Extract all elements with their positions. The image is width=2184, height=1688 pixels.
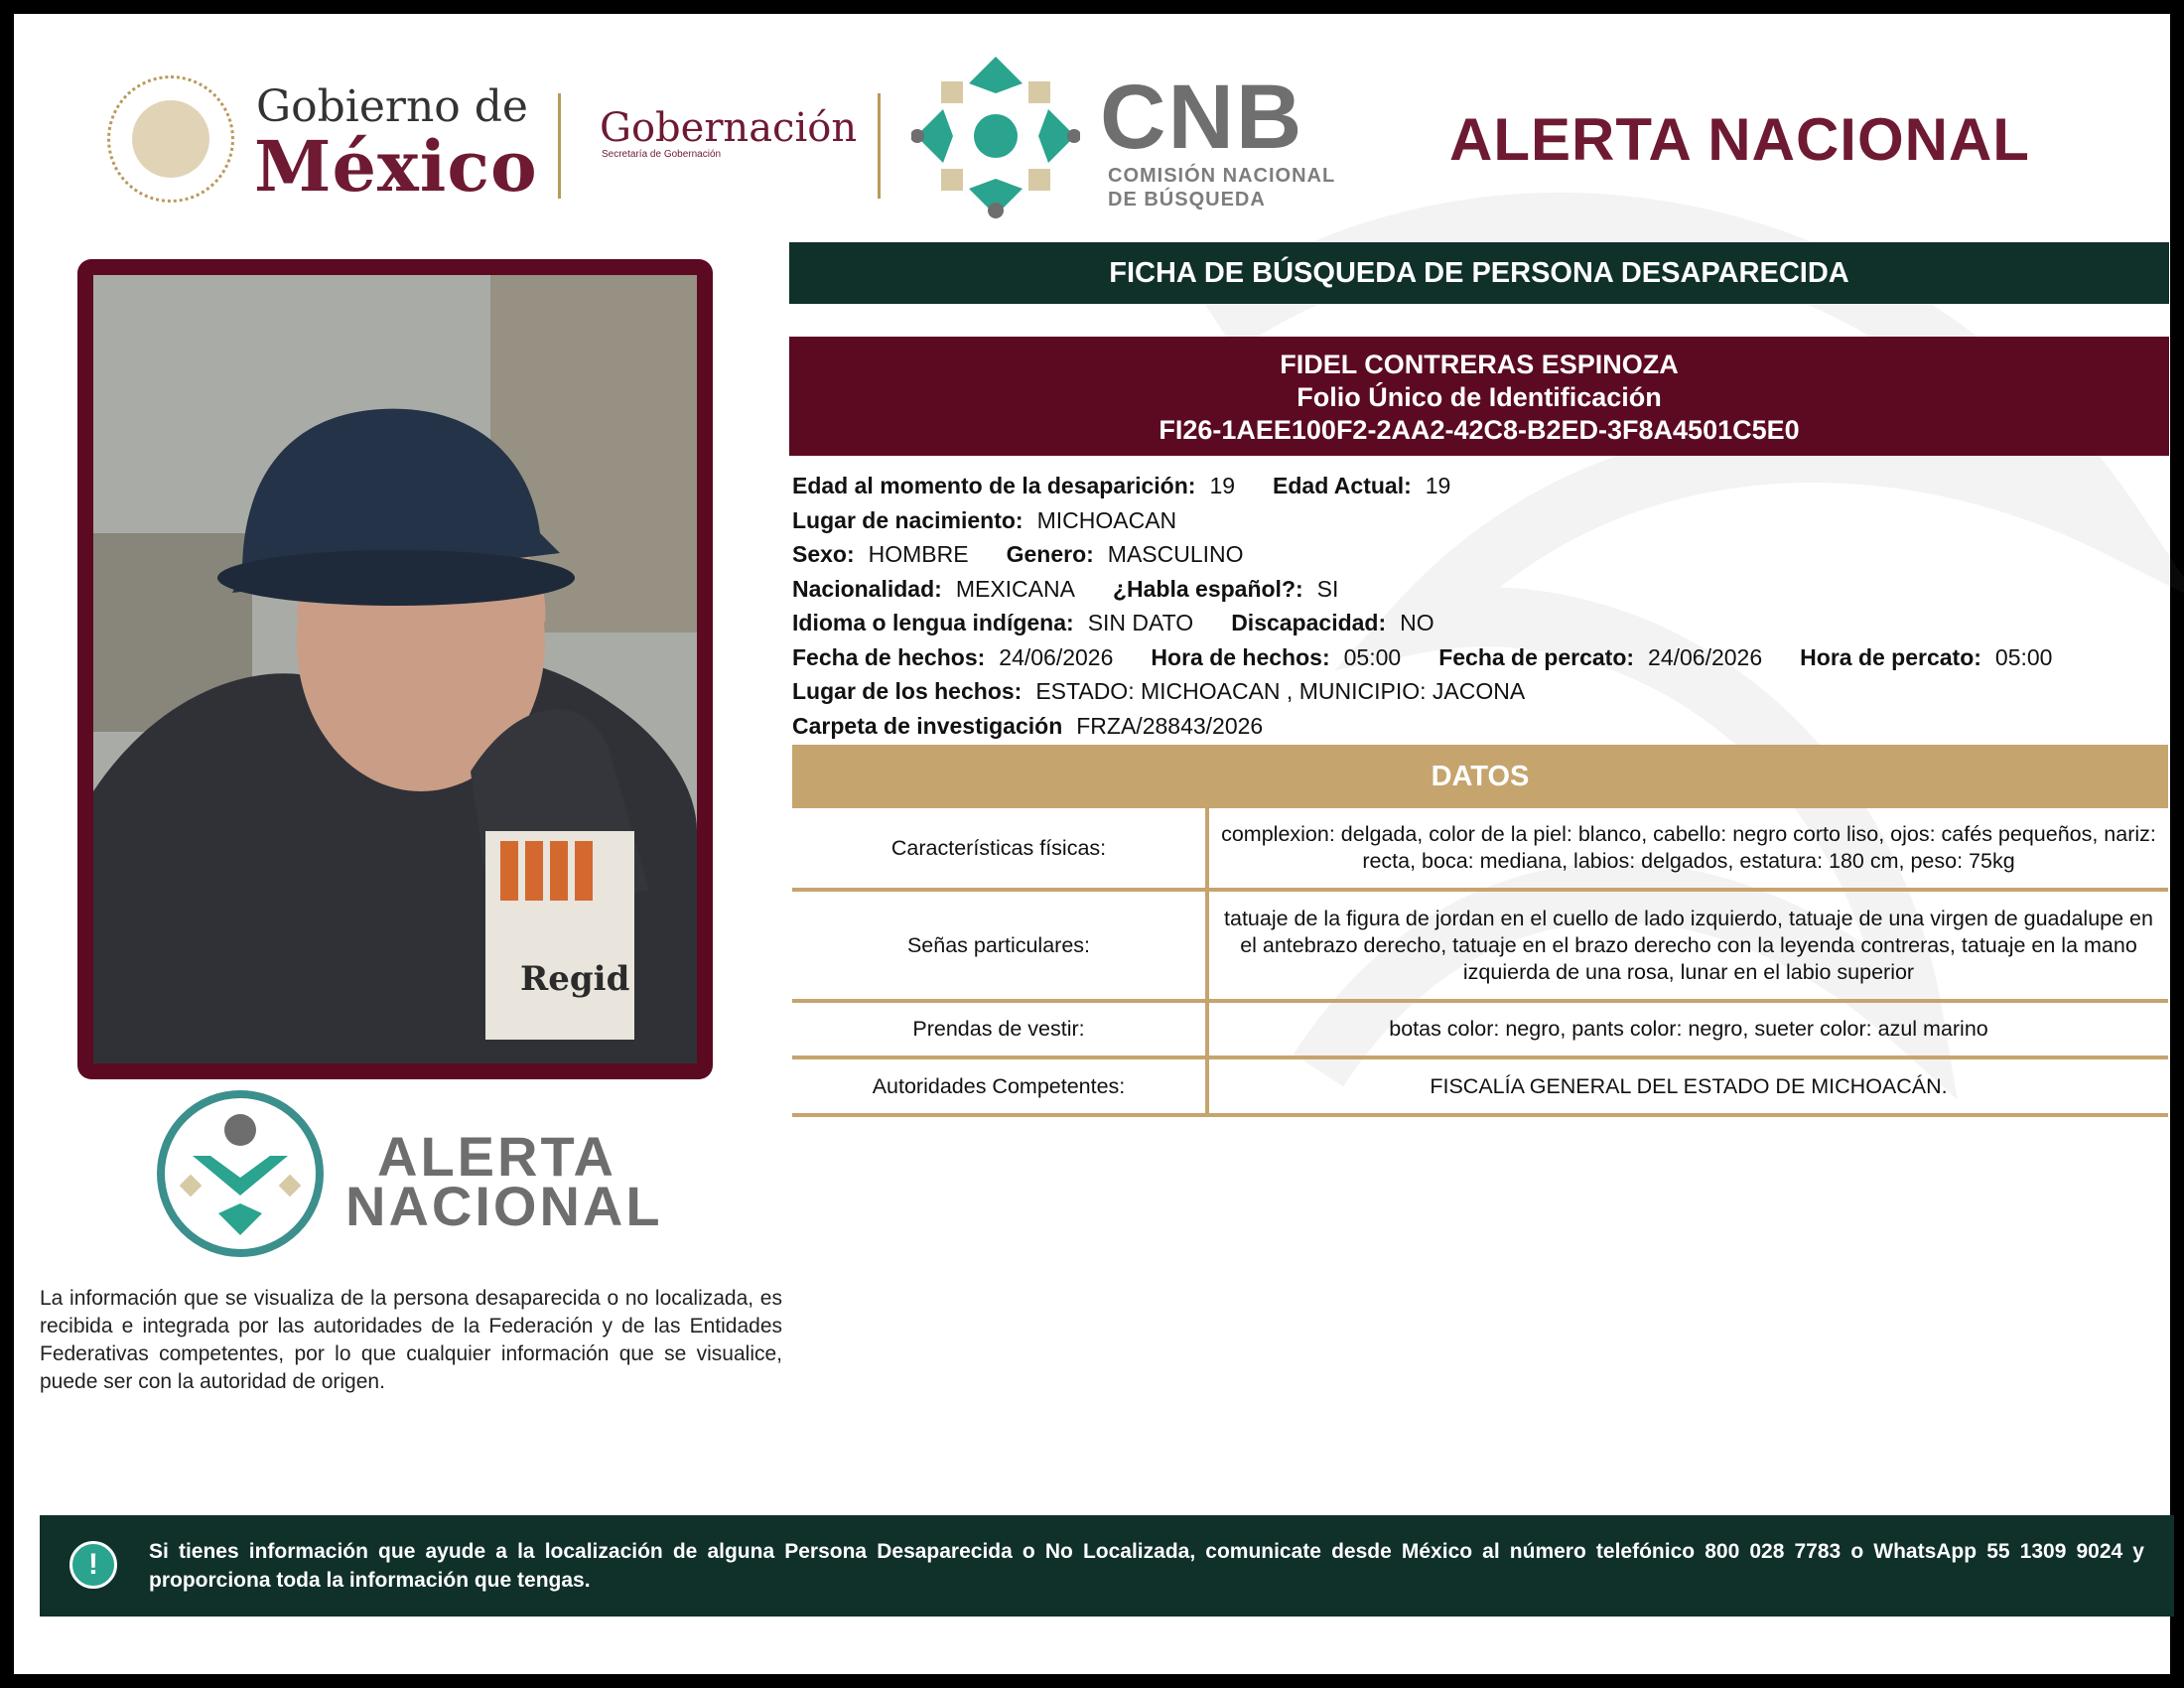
person-photo-frame [77,259,713,1079]
info-row-fechas [792,640,2172,675]
autoridades-value: FISCALÍA GENERAL DEL ESTADO DE MICHOACÁN. [1207,1057,2168,1115]
cnb-subtitle-2: DE BÚSQUEDA [1108,189,1266,211]
table-row [792,808,2168,890]
mexico-label: México [254,125,538,208]
footer-contact-bar [40,1515,2174,1617]
person-name: FIDEL CONTRERAS ESPINOZA [1280,350,1679,379]
carpeta-label: Carpeta de investigación [792,712,1063,739]
folio-label: Folio Único de Identificación [1297,382,1662,412]
fecha-hechos-label: Fecha de hechos: [792,643,986,670]
info-row-carpeta [792,709,2172,744]
sexo-value: HOMBRE [868,541,969,567]
info-row-lugar-hechos [792,674,2172,709]
gobernacion-logo: Gobernación [600,105,858,151]
caracteristicas-label: Características físicas: [792,808,1207,890]
datos-header: DATOS [792,745,2168,808]
cnb-wordmark: CNB [1100,67,1304,168]
cnb-subtitle-1: COMISIÓN NACIONAL [1108,165,1336,187]
idioma-value: SIN DATO [1087,610,1194,635]
disclaimer-text: La información que se visualiza de la persona desaparecida o no localizada, es recibida e integrada por las autoridades de la Federación y de las Entidades Federativas competentes, por lo que cualquier información que se visualice, puede ser con la autoridad de origen. [40,1287,782,1393]
lugar-hechos-value: ESTADO: MICHOACAN , MUNICIPIO: JACONA [1035,678,1526,704]
svg-text:Regid: Regid [520,959,630,999]
edad-desaparicion-value: 19 [1209,473,1236,498]
discapacidad-label: Discapacidad: [1231,610,1387,635]
hora-hechos-label: Hora de hechos: [1151,643,1330,670]
senas-value: tatuaje de la figura de jordan en el cuello de lado izquierdo, tatuaje de una virgen de guadalupe en el antebrazo derecho, tatuaje en el brazo derecho con la leyenda contreras, tatuaje en la mano izquierda de una rosa, lunar en el labio superior [1207,890,2168,1001]
habla-espanol-value: SI [1316,575,1339,602]
sexo-label: Sexo: [792,541,855,567]
escudo-nacional-icon [107,75,234,203]
folio-value: FI26-1AEE100F2-2AA2-42C8-B2ED-3F8A4501C5E0 [1159,415,1800,445]
exclamation-icon: ! [69,1541,117,1589]
nacionalidad-label: Nacionalidad: [792,575,942,602]
fecha-percato-value: 24/06/2026 [1648,643,1763,670]
person-info [792,469,2172,743]
edad-actual-value: 19 [1425,473,1451,498]
info-row-idioma [792,606,2172,640]
genero-value: MASCULINO [1107,541,1244,567]
lugar-hechos-label: Lugar de los hechos: [792,678,1023,704]
alerta-nacional-title: ALERTA NACIONAL [1449,106,2030,173]
prendas-value: botas color: negro, pants color: negro, sueter color: azul marino [1207,1001,2168,1057]
person-id-bar [789,337,2169,456]
hora-percato-value: 05:00 [1994,643,2053,670]
alerta-nacional-emblem-icon [153,1086,328,1261]
footer-contact-text: Si tienes información que ayude a la localización de alguna Persona Desaparecida o No Localizada, comunicate desde México al número telefónico 800 028 7783 o WhatsApp 55 1309 9024 y proporciona toda la información que tengas. [149,1540,2144,1592]
fecha-percato-label: Fecha de percato: [1438,643,1635,670]
alerta-logo-line2: NACIONAL [345,1175,663,1237]
lugar-nacimiento-value: MICHOACAN [1036,506,1177,533]
cnb-emblem-icon [911,52,1080,220]
table-row [792,890,2168,1001]
datos-table [792,808,2168,1117]
alerta-logo-line1: ALERTA [377,1125,616,1188]
genero-label: Genero: [1006,541,1094,567]
senas-label: Señas particulares: [792,890,1207,1001]
header-divider [558,93,561,199]
gobierno-label: Gobierno de [256,81,528,132]
nacionalidad-value: MEXICANA [955,575,1075,602]
gobierno-de-mexico-logo [107,71,538,211]
hora-hechos-value: 05:00 [1343,643,1402,670]
info-row-sexo [792,537,2172,572]
caracteristicas-value: complexion: delgada, color de la piel: blanco, cabello: negro corto liso, ojos: cafés pequeños, nariz: recta, boca: mediana, labios: delgados, estatura: 180 cm, peso: 75kg [1207,808,2168,890]
discapacidad-value: NO [1400,610,1434,635]
prendas-label: Prendas de vestir: [792,1001,1207,1057]
hora-percato-label: Hora de percato: [1800,643,1981,670]
header-divider [878,93,881,199]
edad-desaparicion-label: Edad al momento de la desaparición: [792,473,1196,498]
person-photo [93,275,697,1063]
table-row [792,1057,2168,1115]
fecha-hechos-value: 24/06/2026 [999,643,1114,670]
info-row-edad [792,469,2172,503]
autoridades-label: Autoridades Competentes: [792,1057,1207,1115]
habla-espanol-label: ¿Habla español?: [1112,575,1303,602]
info-row-nacimiento [792,503,2172,538]
ficha-title-bar: FICHA DE BÚSQUEDA DE PERSONA DESAPARECIDA [789,242,2169,304]
info-row-nacionalidad [792,572,2172,607]
table-row [792,1001,2168,1057]
edad-actual-label: Edad Actual: [1273,473,1412,498]
idioma-label: Idioma o lengua indígena: [792,610,1074,635]
carpeta-value: FRZA/28843/2026 [1076,712,1264,739]
lugar-nacimiento-label: Lugar de nacimiento: [792,506,1024,533]
gobernacion-subtitle: Secretaría de Gobernación [602,149,722,160]
